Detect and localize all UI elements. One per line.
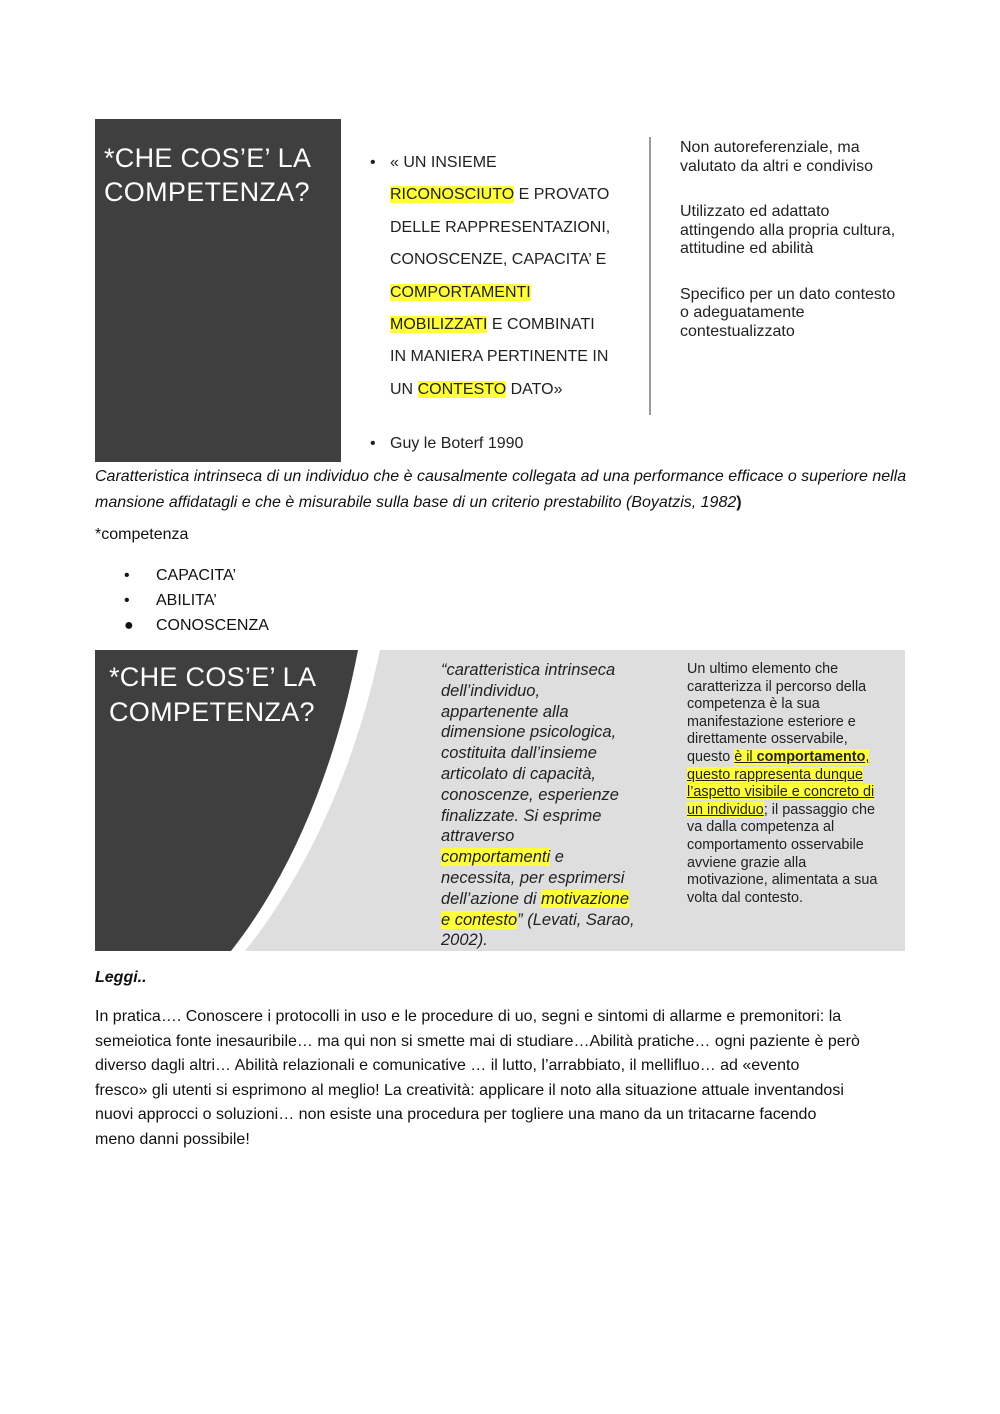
read-heading: Leggi.. bbox=[95, 969, 147, 986]
text-segment: dimensione psicologica, bbox=[441, 723, 617, 742]
definition-caption bbox=[95, 464, 910, 516]
highlighted-text: e contesto bbox=[441, 910, 518, 929]
highlighted-text: un individuo bbox=[687, 801, 764, 818]
text-segment: E PROVATO bbox=[514, 186, 610, 204]
text-line bbox=[390, 277, 640, 309]
text-line bbox=[687, 890, 902, 908]
bullet-icon: • bbox=[370, 154, 376, 171]
text-line bbox=[441, 930, 671, 951]
text-segment: competenza è la sua bbox=[687, 696, 820, 713]
text-line bbox=[441, 660, 671, 681]
text-segment: finalizzate. Si esprime bbox=[441, 806, 602, 825]
text-segment: direttamente osservabile, bbox=[687, 731, 848, 748]
body-line: semeiotica fonte inesauribile… ma qui non si smette mai di studiare…Abilità pratiche… ogni paziente è però bbox=[95, 1032, 860, 1050]
author-text: Guy le Boterf 1990 bbox=[390, 435, 524, 452]
text-line bbox=[441, 743, 671, 764]
text-line bbox=[441, 868, 671, 889]
highlighted-text: comportamenti bbox=[441, 848, 551, 867]
quote-text bbox=[390, 147, 640, 406]
text-segment: dell’azione di bbox=[441, 889, 541, 908]
text-segment: ” (Levati, Sarao, bbox=[517, 910, 635, 929]
definition-quote bbox=[441, 660, 671, 951]
slide-title: *CHE COS’E’ LA COMPETENZA? bbox=[109, 662, 317, 727]
text-segment: costituita dall’insieme bbox=[441, 744, 597, 763]
highlighted-text: l’aspetto visibile e concreto di bbox=[687, 784, 875, 801]
list-item-label: CONOSCENZA bbox=[156, 617, 269, 634]
highlighted-text: è il bbox=[734, 748, 757, 765]
highlighted-text: comportamento bbox=[756, 748, 866, 765]
text-segment: UN bbox=[390, 380, 418, 398]
text-line bbox=[687, 731, 902, 749]
text-line bbox=[441, 785, 671, 806]
body-line: In pratica…. Conoscere i protocolli in uso e le procedure di uo, segni e sintomi di allarme e premonitori: la bbox=[95, 1008, 842, 1025]
side-note bbox=[687, 661, 902, 907]
definition-quote bbox=[370, 147, 640, 406]
text-segment: « UN INSIEME bbox=[390, 154, 497, 171]
bullet-icon: • bbox=[124, 592, 130, 609]
text-line bbox=[390, 179, 640, 211]
text-segment: 2002). bbox=[441, 931, 488, 950]
text-line bbox=[687, 714, 902, 732]
highlighted-text: CONTESTO bbox=[417, 380, 507, 398]
highlighted-text: questo rappresenta dunque bbox=[687, 766, 864, 783]
slide-image-1 bbox=[95, 119, 905, 462]
right-column-item: Non autoreferenziale, ma valutato da altri e condiviso bbox=[680, 139, 873, 175]
right-column-item: Specifico per un dato contesto o adeguatamente contestualizzato bbox=[680, 285, 896, 340]
text-segment: motivazione, alimentata a sua bbox=[687, 872, 878, 889]
highlighted-text: COMPORTAMENTI bbox=[390, 283, 531, 301]
text-line bbox=[687, 855, 902, 873]
list-item-label: ABILITA’ bbox=[156, 592, 217, 609]
list-item bbox=[124, 563, 269, 588]
body-line: nuovi approcci o soluzioni… non esiste una procedura per togliere una mano da un tritacarne facendo bbox=[95, 1106, 817, 1123]
text-line bbox=[441, 764, 671, 785]
quote-author bbox=[370, 435, 523, 453]
text-segment: comportamento osservabile bbox=[687, 836, 864, 853]
text-line bbox=[687, 819, 902, 837]
list-item bbox=[124, 588, 269, 613]
slide-title: *CHE COS’E’ LA COMPETENZA? bbox=[104, 143, 312, 207]
highlighted-text: RICONOSCIUTO bbox=[390, 186, 515, 204]
text-line bbox=[687, 802, 902, 820]
bullet-icon: ● bbox=[124, 617, 134, 634]
text-line bbox=[390, 147, 640, 179]
section-subheading: *competenza bbox=[95, 526, 189, 543]
text-segment: ; il passaggio che bbox=[763, 801, 876, 818]
text-line bbox=[687, 784, 902, 802]
body-paragraph bbox=[95, 1005, 910, 1152]
text-segment: e bbox=[550, 848, 564, 867]
highlighted-text: , bbox=[865, 748, 870, 765]
text-segment: conoscenze, esperienze bbox=[441, 785, 619, 804]
text-segment: attraverso bbox=[441, 827, 515, 846]
list-item bbox=[124, 613, 269, 638]
bullet-icon: • bbox=[124, 567, 130, 584]
text-line bbox=[441, 889, 671, 910]
text-line bbox=[441, 681, 671, 702]
text-line bbox=[687, 661, 902, 679]
text-line bbox=[390, 309, 640, 341]
text-line bbox=[441, 722, 671, 743]
text-line bbox=[441, 910, 671, 931]
text-segment: avviene grazie alla bbox=[687, 854, 807, 871]
text-line bbox=[390, 244, 640, 276]
text-line bbox=[390, 374, 640, 406]
text-line bbox=[687, 872, 902, 890]
text-line bbox=[441, 702, 671, 723]
bullet-icon: • bbox=[370, 435, 376, 452]
text-segment: articolato di capacità, bbox=[441, 764, 597, 783]
text-segment: “caratteristica intrinseca bbox=[441, 661, 616, 679]
text-segment: DATO» bbox=[506, 380, 563, 398]
divider-line bbox=[649, 137, 651, 415]
text-segment: appartenente alla bbox=[441, 702, 569, 721]
slide-title-panel bbox=[95, 119, 341, 462]
text-segment: Un ultimo elemento che bbox=[687, 661, 839, 677]
text-line bbox=[390, 341, 640, 373]
right-column-item: Utilizzato ed adattato attingendo alla propria cultura, attitudine ed abilità bbox=[680, 203, 896, 257]
text-line bbox=[687, 837, 902, 855]
text-line bbox=[441, 806, 671, 827]
text-line bbox=[441, 826, 671, 847]
text-segment: manifestazione esteriore e bbox=[687, 713, 856, 730]
body-line: meno danni possibile! bbox=[95, 1130, 250, 1148]
highlighted-text: MOBILIZZATI bbox=[390, 316, 488, 334]
highlighted-text: motivazione bbox=[540, 889, 630, 908]
text-segment: questo bbox=[687, 748, 735, 765]
caption-text: Caratteristica intrinseca di un individuo che è causalmente collegata ad una performance efficace o superiore nella mansione affidatagli e che è misurabile sulla base di un criterio prestabilito (Boyatzis, 1982 bbox=[95, 468, 907, 511]
competence-list bbox=[124, 563, 269, 638]
body-line: fresco» gli utenti si esprimono al meglio! La creatività: applicare il noto alla situazione attuale inventandosi bbox=[95, 1081, 844, 1099]
list-item-label: CAPACITA’ bbox=[156, 567, 237, 584]
text-segment: DELLE RAPPRESENTAZIONI, bbox=[390, 218, 611, 236]
text-line bbox=[687, 696, 902, 714]
text-segment: E COMBINATI bbox=[487, 316, 595, 334]
text-segment: CONOSCENZE, CAPACITA’ E bbox=[390, 251, 607, 269]
text-line bbox=[390, 212, 640, 244]
text-line bbox=[687, 679, 902, 697]
text-segment: volta dal contesto. bbox=[687, 889, 803, 906]
body-line: diverso dagli altri… Abilità relazionali e comunicative … il lutto, l’arrabbiato, il mellifluo… ad «evento bbox=[95, 1057, 800, 1074]
text-segment: necessita, per esprimersi bbox=[441, 868, 625, 887]
text-segment: caratterizza il percorso della bbox=[687, 678, 867, 695]
text-line bbox=[441, 847, 671, 868]
right-column bbox=[680, 139, 905, 368]
text-segment: dell’individuo, bbox=[441, 681, 541, 700]
text-segment: va dalla competenza al bbox=[687, 819, 835, 836]
text-line bbox=[687, 749, 902, 767]
caption-close: ) bbox=[736, 494, 742, 511]
text-segment: IN MANIERA PERTINENTE IN bbox=[390, 348, 609, 366]
text-line bbox=[687, 767, 902, 785]
slide-image-2 bbox=[95, 650, 905, 951]
